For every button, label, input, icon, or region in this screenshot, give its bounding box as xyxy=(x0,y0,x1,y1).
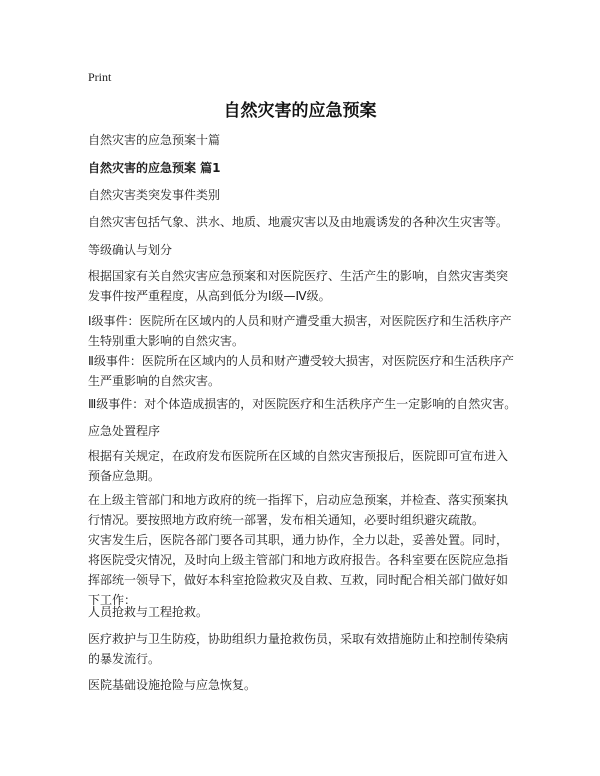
paragraph: 人员抢救与工程抢救。 xyxy=(88,605,209,619)
paragraph: 自然灾害类突发事件类别 xyxy=(88,188,221,202)
print-label: Print xyxy=(88,70,112,84)
paragraph: 灾害发生后，医院各部门要各司其职，通力协作，全力以赴，妥善处置。同时，将医院受灾情况，及时向上级主管部门和地方政府报告。各科室要在医院应急指挥部统一领导下，做好本科室抢险救灾及自救、互救，同时配合相关部门做好如下工作： xyxy=(88,533,509,607)
paragraph: 应急处置程序 xyxy=(88,424,161,438)
paragraph: Ⅱ级事件：医院所在区域内的人员和财产遭受较大损害，对医院医疗和生活秩序产生严重影响的自然灾害。 xyxy=(88,354,514,388)
paragraph: 自然灾害包括气象、洪水、地质、地震灾害以及由地震诱发的各种次生灾害等。 xyxy=(88,215,509,229)
paragraph: 根据国家有关自然灾害应急预案和对医院医疗、生活产生的影响，自然灾害类突发事件按严重程度，从高到低分为Ⅰ级—Ⅳ级。 xyxy=(88,269,509,303)
section-heading: 自然灾害的应急预案 篇1 xyxy=(88,161,221,175)
paragraph: Ⅲ级事件：对个体造成损害的，对医院医疗和生活秩序产生一定影响的自然灾害。 xyxy=(88,397,517,411)
paragraph: 医疗救护与卫生防疫，协助组织力量抢救伤员，采取有效措施防止和控制传染病的暴发流行。 xyxy=(88,632,509,666)
paragraph: 医院基础设施抢险与应急恢复。 xyxy=(88,678,257,692)
paragraph: Ⅰ级事件：医院所在区域内的人员和财产遭受重大损害，对医院医疗和生活秩序产生特别重大影响的自然灾害。 xyxy=(88,314,512,348)
paragraph: 根据有关规定，在政府发布医院所在区域的自然灾害预报后，医院即可宣布进入预备应急期。 xyxy=(88,449,509,483)
subtitle-paragraph: 自然灾害的应急预案十篇 xyxy=(88,133,221,147)
paragraph: 等级确认与划分 xyxy=(88,243,173,257)
paragraph: 在上级主管部门和地方政府的统一指挥下，启动应急预案，并检查、落实预案执行情况。要按照地方政府统一部署，发布相关通知，必要时组织避灾疏散。 xyxy=(88,493,509,527)
page-title: 自然灾害的应急预案 xyxy=(223,101,377,121)
